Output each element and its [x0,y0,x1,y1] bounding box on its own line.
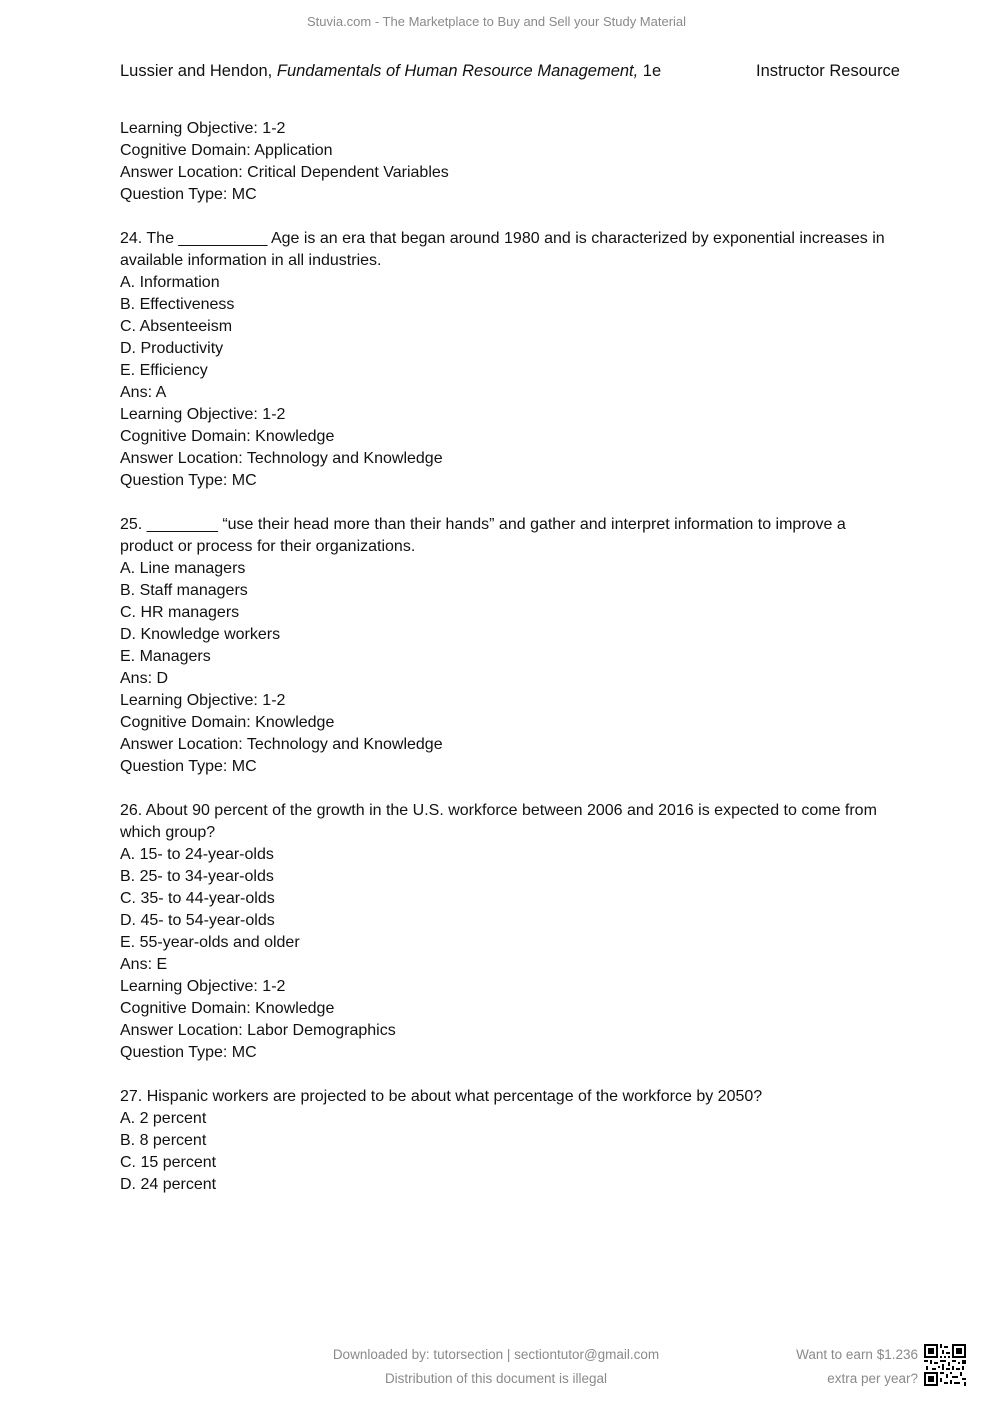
answer: Ans: A [120,384,167,401]
option-b: B. Staff managers [120,582,248,599]
header-resource: Instructor Resource [756,62,900,80]
answer: Ans: D [120,670,169,687]
meta-objective: Learning Objective: 1-2 [120,692,286,709]
header-authors: Lussier and Hendon, [120,62,277,80]
meta-objective: Learning Objective: 1-2 [120,406,286,423]
option-a: A. 2 percent [120,1110,207,1127]
header-edition: 1e [638,62,662,80]
question-25 [120,514,900,778]
option-d: D. Productivity [120,340,224,357]
option-d: D. 24 percent [120,1176,217,1193]
meta-objective: Learning Objective: 1-2 [120,978,286,995]
option-a: A. 15- to 24-year-olds [120,846,274,863]
option-c: C. 35- to 44-year-olds [120,890,275,907]
meta-type: Question Type: MC [120,758,257,775]
page-header [120,60,900,82]
option-c: C. 15 percent [120,1154,217,1171]
option-d: D. 45- to 54-year-olds [120,912,275,929]
meta-type: Question Type: MC [120,1044,257,1061]
earn-promo-line-1: Want to earn $1.236 [796,1347,918,1362]
earn-promo[interactable] [796,1343,918,1391]
option-c: C. HR managers [120,604,240,621]
meta-location: Answer Location: Technology and Knowledge [120,450,443,467]
meta-type: Question Type: MC [120,186,257,203]
option-b: B. 8 percent [120,1132,207,1149]
meta-location: Answer Location: Technology and Knowledge [120,736,443,753]
question-stem: 25. ________ “use their head more than their hands” and gather and interpret information to improve a product or process for their organizations. [120,516,851,555]
option-e: E. Efficiency [120,362,208,379]
stuvia-watermark: Stuvia.com - The Marketplace to Buy and Sell your Study Material [306,14,687,29]
question-27 [120,1086,900,1196]
meta-location: Answer Location: Critical Dependent Variables [120,164,449,181]
option-c: C. Absenteeism [120,318,233,335]
previous-question-meta [120,118,900,206]
question-26 [120,800,900,1064]
header-book-title: Fundamentals of Human Resource Management, [276,62,639,80]
qr-code-icon[interactable] [924,1344,966,1386]
earn-promo-line-2: extra per year? [827,1371,918,1386]
question-24 [120,228,900,492]
option-a: A. Information [120,274,220,291]
meta-objective: Learning Objective: 1-2 [120,120,286,137]
meta-domain: Cognitive Domain: Knowledge [120,1000,335,1017]
meta-domain: Cognitive Domain: Knowledge [120,714,335,731]
option-e: E. Managers [120,648,211,665]
option-d: D. Knowledge workers [120,626,281,643]
question-stem: 27. Hispanic workers are projected to be about what percentage of the workforce by 2050? [120,1088,763,1105]
option-b: B. Effectiveness [120,296,235,313]
option-a: A. Line managers [120,560,246,577]
meta-domain: Cognitive Domain: Knowledge [120,428,335,445]
meta-type: Question Type: MC [120,472,257,489]
meta-domain: Cognitive Domain: Application [120,142,333,159]
answer: Ans: E [120,956,168,973]
footer-download-info [300,1343,692,1391]
option-e: E. 55-year-olds and older [120,934,300,951]
option-b: B. 25- to 34-year-olds [120,868,274,885]
question-stem: 26. About 90 percent of the growth in the U.S. workforce between 2006 and 2016 is expected to come from which group? [120,802,882,841]
distribution-notice: Distribution of this document is illegal [384,1371,608,1386]
downloaded-by-text: Downloaded by: tutorsection | sectiontutor@gmail.com [332,1347,660,1362]
document-body [120,118,900,1196]
meta-location: Answer Location: Labor Demographics [120,1022,396,1039]
question-stem: 24. The __________ Age is an era that began around 1980 and is characterized by exponential increases in available information in all industries. [120,230,890,269]
